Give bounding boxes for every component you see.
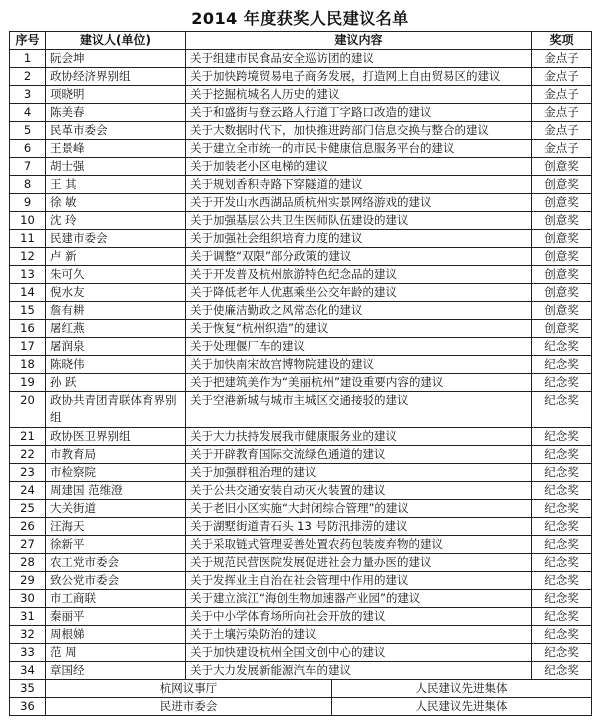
table-row [10, 428, 592, 446]
cell-proposer: 政协医卫界别组 [46, 428, 186, 446]
table-row [10, 572, 592, 590]
cell-award: 纪念奖 [532, 662, 592, 680]
cell-content: 关于和盛街与登云路人行道丁字路口改造的建议 [186, 104, 532, 122]
cell-proposer: 孙 跃 [46, 374, 186, 392]
cell-content: 关于调整“双限”部分政策的建议 [186, 248, 532, 266]
cell-award: 创意奖 [532, 230, 592, 248]
document-title: 2014 年度获奖人民建议名单 [191, 9, 409, 28]
cell-award: 创意奖 [532, 194, 592, 212]
table-row [10, 176, 592, 194]
cell-content: 关于建立滨江“海创生物加速器产业园”的建议 [186, 590, 532, 608]
cell-content: 关于发挥业主自治在社会管理中作用的建议 [186, 572, 532, 590]
cell-award: 纪念奖 [532, 446, 592, 464]
collective-cell [46, 680, 592, 698]
cell-content: 关于加强社会组织培育力度的建议 [186, 230, 532, 248]
cell-no: 20 [10, 392, 46, 428]
cell-no: 29 [10, 572, 46, 590]
cell-proposer: 陈美春 [46, 104, 186, 122]
cell-proposer: 大关街道 [46, 500, 186, 518]
cell-proposer: 范 周 [46, 644, 186, 662]
cell-proposer: 胡士强 [46, 158, 186, 176]
cell-no: 34 [10, 662, 46, 680]
cell-no: 4 [10, 104, 46, 122]
table-row [10, 518, 592, 536]
cell-award: 金点子 [532, 50, 592, 68]
cell-proposer: 市教育局 [46, 446, 186, 464]
table-row [10, 338, 592, 356]
cell-award: 创意奖 [532, 176, 592, 194]
table-row [10, 248, 592, 266]
cell-award: 纪念奖 [532, 464, 592, 482]
cell-content: 关于大数据时代下，加快推进跨部门信息交换与整合的建议 [186, 122, 532, 140]
cell-proposer: 徐新平 [46, 536, 186, 554]
table-row [10, 374, 592, 392]
table-row [10, 68, 592, 86]
cell-award: 创意奖 [532, 158, 592, 176]
cell-no: 17 [10, 338, 46, 356]
table-row [10, 608, 592, 626]
table-row [10, 302, 592, 320]
cell-content: 关于处理偃厂车的建议 [186, 338, 532, 356]
table-body [10, 50, 592, 680]
cell-proposer: 汪海天 [46, 518, 186, 536]
cell-award: 纪念奖 [532, 356, 592, 374]
cell-proposer: 王 其 [46, 176, 186, 194]
collective-unit: 杭网议事厅 [46, 680, 332, 697]
cell-award: 纪念奖 [532, 554, 592, 572]
cell-no: 19 [10, 374, 46, 392]
table-row [10, 590, 592, 608]
table-row [10, 482, 592, 500]
table-row [10, 104, 592, 122]
cell-no: 21 [10, 428, 46, 446]
cell-no: 36 [10, 698, 46, 716]
table-header-row [10, 32, 592, 50]
cell-no: 12 [10, 248, 46, 266]
cell-content: 关于加装老小区电梯的建议 [186, 158, 532, 176]
table-row [10, 446, 592, 464]
cell-content: 关于湖墅街道青石头 13 号防汛排涝的建议 [186, 518, 532, 536]
table-row [10, 356, 592, 374]
cell-award: 金点子 [532, 104, 592, 122]
table-row [10, 230, 592, 248]
cell-no: 2 [10, 68, 46, 86]
table-row [10, 158, 592, 176]
cell-award: 纪念奖 [532, 500, 592, 518]
cell-no: 24 [10, 482, 46, 500]
cell-no: 27 [10, 536, 46, 554]
cell-no: 13 [10, 266, 46, 284]
cell-content: 关于开发普及杭州旅游特色纪念品的建议 [186, 266, 532, 284]
cell-award: 纪念奖 [532, 374, 592, 392]
cell-no: 23 [10, 464, 46, 482]
cell-award: 纪念奖 [532, 428, 592, 446]
cell-proposer: 徐 敏 [46, 194, 186, 212]
cell-proposer: 民建市委会 [46, 230, 186, 248]
cell-proposer: 阮会坤 [46, 50, 186, 68]
table-row [10, 626, 592, 644]
cell-proposer: 周建国 范维澄 [46, 482, 186, 500]
collective-row [10, 680, 592, 698]
cell-award: 创意奖 [532, 266, 592, 284]
cell-award: 纪念奖 [532, 590, 592, 608]
cell-no: 15 [10, 302, 46, 320]
cell-no: 6 [10, 140, 46, 158]
collective-body [10, 680, 592, 716]
cell-no: 31 [10, 608, 46, 626]
cell-award: 金点子 [532, 68, 592, 86]
table-row [10, 644, 592, 662]
cell-content: 关于土壤污染防治的建议 [186, 626, 532, 644]
header-award: 奖项 [532, 32, 592, 50]
cell-no: 11 [10, 230, 46, 248]
cell-content: 关于把建筑美作为“美丽杭州”建设重要内容的建议 [186, 374, 532, 392]
cell-content: 关于加快跨境贸易电子商务发展，打造网上自由贸易区的建议 [186, 68, 532, 86]
cell-proposer: 秦丽平 [46, 608, 186, 626]
cell-proposer: 沈 玲 [46, 212, 186, 230]
cell-content: 关于恢复“杭州织造”的建议 [186, 320, 532, 338]
cell-award: 创意奖 [532, 248, 592, 266]
cell-content: 关于加强群租治理的建议 [186, 464, 532, 482]
header-no: 序号 [10, 32, 46, 50]
cell-content: 关于大力发展新能源汽车的建议 [186, 662, 532, 680]
table-row [10, 122, 592, 140]
cell-proposer: 政协共青团青联体育界别组 [46, 392, 186, 428]
cell-no: 1 [10, 50, 46, 68]
collective-cell [46, 698, 592, 716]
cell-no: 14 [10, 284, 46, 302]
cell-award: 创意奖 [532, 320, 592, 338]
cell-no: 25 [10, 500, 46, 518]
cell-content: 关于空港新城与城市主城区交通接驳的建议 [186, 392, 532, 428]
cell-content: 关于降低老年人优惠乘坐公交年龄的建议 [186, 284, 532, 302]
cell-proposer: 倪水友 [46, 284, 186, 302]
cell-no: 16 [10, 320, 46, 338]
table-row [10, 266, 592, 284]
cell-proposer: 屠红燕 [46, 320, 186, 338]
table-row [10, 194, 592, 212]
cell-award: 金点子 [532, 140, 592, 158]
cell-content: 关于加快建设杭州全国文创中心的建议 [186, 644, 532, 662]
cell-proposer: 屠润泉 [46, 338, 186, 356]
header-content: 建议内容 [186, 32, 532, 50]
cell-award: 纪念奖 [532, 608, 592, 626]
header-proposer: 建议人(单位) [46, 32, 186, 50]
cell-award: 纪念奖 [532, 482, 592, 500]
cell-no: 22 [10, 446, 46, 464]
cell-no: 18 [10, 356, 46, 374]
cell-content: 关于使廉洁勤政之风常态化的建议 [186, 302, 532, 320]
cell-proposer: 项晓明 [46, 86, 186, 104]
table-row [10, 50, 592, 68]
table-row [10, 662, 592, 680]
cell-proposer: 致公党市委会 [46, 572, 186, 590]
cell-award: 纪念奖 [532, 644, 592, 662]
cell-proposer: 詹有耕 [46, 302, 186, 320]
cell-no: 30 [10, 590, 46, 608]
cell-content: 关于建立全市统一的市民卡健康信息服务平台的建议 [186, 140, 532, 158]
table-row [10, 320, 592, 338]
cell-content: 关于组建市民食品安全巡访团的建议 [186, 50, 532, 68]
cell-award: 纪念奖 [532, 536, 592, 554]
cell-proposer: 王景峰 [46, 140, 186, 158]
cell-award: 创意奖 [532, 284, 592, 302]
cell-proposer: 民革市委会 [46, 122, 186, 140]
cell-proposer: 市检察院 [46, 464, 186, 482]
cell-award: 创意奖 [532, 302, 592, 320]
cell-award: 纪念奖 [532, 518, 592, 536]
cell-content: 关于中小学体育场所向社会开放的建议 [186, 608, 532, 626]
collective-award: 人民建议先进集体 [415, 699, 508, 713]
cell-award: 创意奖 [532, 212, 592, 230]
cell-no: 9 [10, 194, 46, 212]
cell-content: 关于规划香积寺路下穿隧道的建议 [186, 176, 532, 194]
cell-proposer: 卢 新 [46, 248, 186, 266]
cell-content: 关于公共交通安装自动灭火装置的建议 [186, 482, 532, 500]
award-table [9, 31, 592, 716]
cell-proposer: 朱可久 [46, 266, 186, 284]
cell-content: 关于挖掘杭城名人历史的建议 [186, 86, 532, 104]
table-row [10, 554, 592, 572]
collective-unit: 民进市委会 [46, 698, 332, 715]
cell-content: 关于规范民营医院发展促进社会力量办医的建议 [186, 554, 532, 572]
table-row [10, 86, 592, 104]
cell-award: 纪念奖 [532, 338, 592, 356]
collective-row [10, 698, 592, 716]
cell-no: 10 [10, 212, 46, 230]
cell-proposer: 市工商联 [46, 590, 186, 608]
cell-content: 关于采取链式管理妥善处置农药包装废弃物的建议 [186, 536, 532, 554]
cell-no: 33 [10, 644, 46, 662]
cell-no: 35 [10, 680, 46, 698]
cell-no: 7 [10, 158, 46, 176]
cell-content: 关于大力扶持发展我市健康服务业的建议 [186, 428, 532, 446]
table-row [10, 212, 592, 230]
cell-content: 关于加强基层公共卫生医师队伍建设的建议 [186, 212, 532, 230]
cell-proposer: 周根娣 [46, 626, 186, 644]
cell-content: 关于开发山水西湖品质杭州实景网络游戏的建议 [186, 194, 532, 212]
cell-content: 关于老旧小区实施“大封闭综合管理”的建议 [186, 500, 532, 518]
cell-no: 28 [10, 554, 46, 572]
collective-award: 人民建议先进集体 [415, 681, 508, 695]
table-row [10, 536, 592, 554]
cell-no: 5 [10, 122, 46, 140]
cell-content: 关于开辟教育国际交流绿色通道的建议 [186, 446, 532, 464]
table-row [10, 464, 592, 482]
cell-proposer: 陈晓伟 [46, 356, 186, 374]
cell-no: 8 [10, 176, 46, 194]
table-row [10, 284, 592, 302]
table-row [10, 392, 592, 428]
table-row [10, 140, 592, 158]
cell-no: 26 [10, 518, 46, 536]
cell-proposer: 农工党市委会 [46, 554, 186, 572]
cell-no: 3 [10, 86, 46, 104]
cell-award: 纪念奖 [532, 572, 592, 590]
table-row [10, 500, 592, 518]
cell-award: 纪念奖 [532, 392, 592, 428]
cell-award: 纪念奖 [532, 626, 592, 644]
cell-award: 金点子 [532, 86, 592, 104]
cell-award: 金点子 [532, 122, 592, 140]
cell-content: 关于加快南宋故宫博物院建设的建议 [186, 356, 532, 374]
cell-proposer: 章国经 [46, 662, 186, 680]
cell-no: 32 [10, 626, 46, 644]
cell-proposer: 政协经济界别组 [46, 68, 186, 86]
